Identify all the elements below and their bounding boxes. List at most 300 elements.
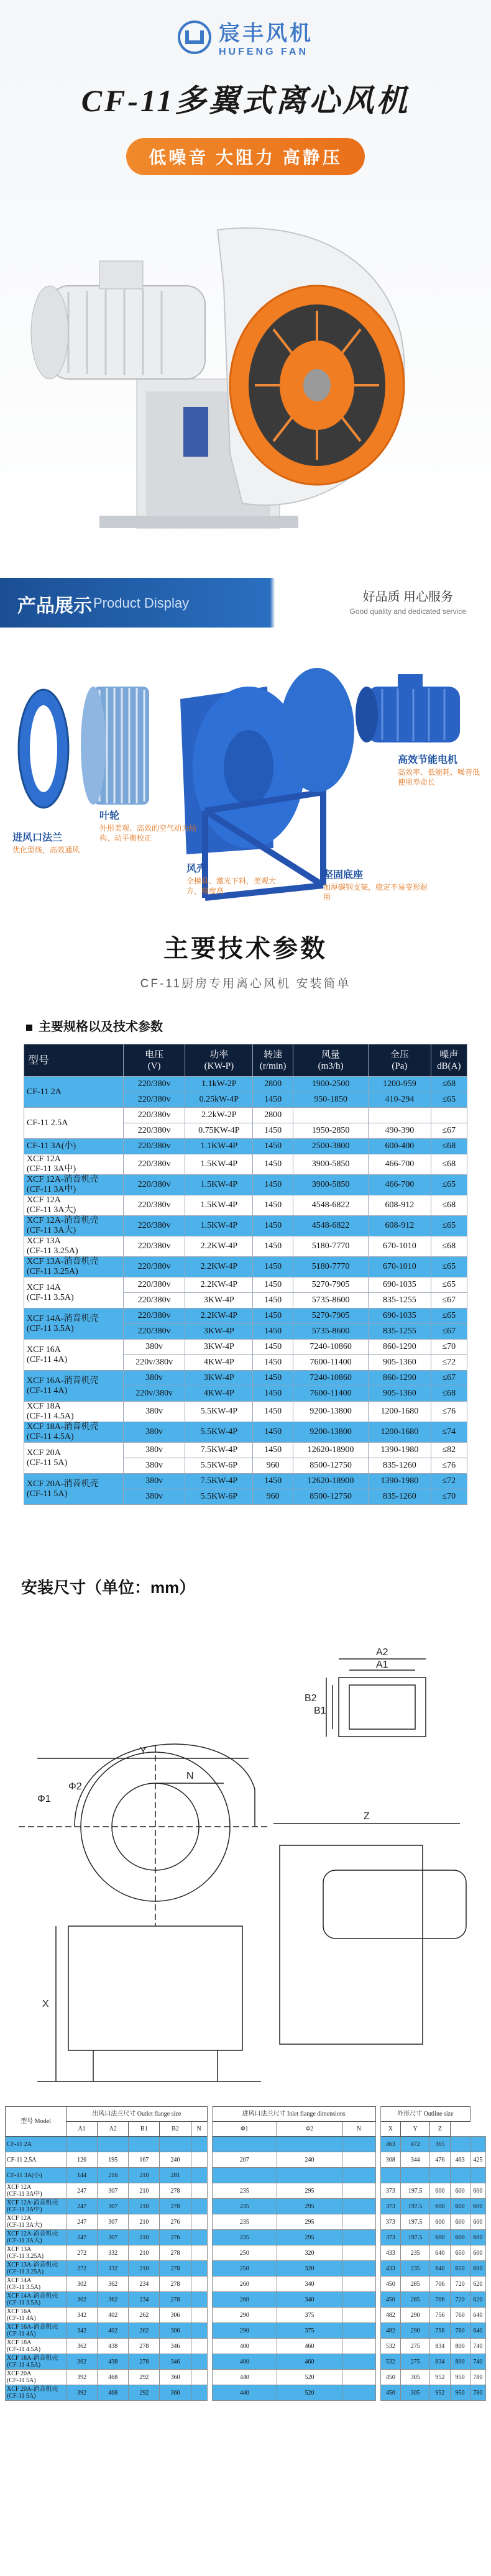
- spec-table-row: [24, 1371, 467, 1386]
- dim-cell: 468: [98, 2385, 129, 2401]
- callout-base: 坚固底座 加厚碳钢支架，稳定不易变形耐用: [323, 870, 428, 902]
- spec-cell: 1450: [253, 1443, 293, 1458]
- spec-cell: 7240-10860: [293, 1340, 368, 1355]
- spec-table-row: [24, 1309, 467, 1324]
- dim-cell: 760: [450, 2308, 470, 2323]
- spec-cell: 1450: [253, 1474, 293, 1489]
- dim-cell: 342: [67, 2308, 98, 2323]
- dim-cell: 278: [160, 2199, 191, 2214]
- spec-cell: 1450: [253, 1236, 293, 1257]
- dim-cell: 482: [380, 2308, 400, 2323]
- dim-cell: 952: [430, 2370, 450, 2385]
- spec-cell: ≤76: [431, 1402, 467, 1422]
- spec-cell: 7240-10860: [293, 1371, 368, 1386]
- spec-cell: 1.5KW-4P: [185, 1216, 253, 1236]
- dim-cell: 210: [129, 2214, 160, 2230]
- spec-cell: 220/380v: [124, 1257, 185, 1277]
- dim-cell: 197.5: [401, 2230, 430, 2245]
- dim-cell: 460: [277, 2354, 342, 2370]
- spec-heading: 主要规格以及技术参数: [26, 1016, 163, 1035]
- dim-cell: 650: [450, 2261, 470, 2277]
- spec-cell: 220/380v: [124, 1236, 185, 1257]
- dim-cell: 834: [430, 2339, 450, 2354]
- dim-cell: 207: [212, 2152, 277, 2168]
- dim-cell: [160, 2137, 191, 2152]
- spec-cell: 1450: [253, 1324, 293, 1340]
- spec-cell: 380v: [124, 1489, 185, 1505]
- spec-table-row: [24, 1216, 467, 1236]
- spec-cell: 380v: [124, 1443, 185, 1458]
- dim-cell: 235: [212, 2199, 277, 2214]
- dim-cell: 402: [98, 2323, 129, 2339]
- dim-cell: [191, 2199, 207, 2214]
- dim-cell: [342, 2152, 375, 2168]
- dim-table-row: [6, 2230, 486, 2245]
- dim-cell: 276: [160, 2230, 191, 2245]
- dim-cell: [470, 2168, 485, 2183]
- dim-cell: 295: [277, 2183, 342, 2199]
- dim-cell: 360: [160, 2370, 191, 2385]
- dim-cell: 260: [212, 2277, 277, 2292]
- label-a1: A1: [376, 1660, 388, 1670]
- dim-model-cell: XCF 12A-消音机壳 (CF-11 3A中): [6, 2199, 67, 2214]
- product-display-banner: [0, 562, 491, 637]
- spec-cell: 466-700: [369, 1154, 431, 1175]
- dim-table-row: [6, 2308, 486, 2323]
- dim-cell: 290: [401, 2323, 430, 2339]
- dim-subheader-cell: Y: [401, 2122, 430, 2137]
- dim-cell: 197.5: [401, 2183, 430, 2199]
- label-phi1: Φ1: [37, 1794, 51, 1804]
- spec-cell: 220/380v: [124, 1123, 185, 1139]
- dim-cell: 272: [67, 2261, 98, 2277]
- dim-table-row: [6, 2199, 486, 2214]
- dim-cell: [191, 2245, 207, 2261]
- dim-cell: 460: [277, 2339, 342, 2354]
- dim-cell: 342: [67, 2323, 98, 2339]
- spec-cell: [431, 1108, 467, 1123]
- spec-cell: 2800: [253, 1077, 293, 1092]
- dim-model-cell: XCF 13A (CF-11 3.25A): [6, 2245, 67, 2261]
- dimension-table: [5, 2106, 486, 2401]
- spec-cell: ≤67: [431, 1324, 467, 1340]
- dim-cell: 600: [430, 2183, 450, 2199]
- dim-cell: 950: [450, 2385, 470, 2401]
- label-y: Y: [140, 1746, 147, 1756]
- dim-cell: 320: [277, 2245, 342, 2261]
- dim-table-row: [6, 2323, 486, 2339]
- callout-impeller: 叶轮 外形美观、高效的空气动力结构、动平衡校正: [99, 811, 197, 843]
- spec-cell: 380v: [124, 1340, 185, 1355]
- dim-cell: [191, 2277, 207, 2292]
- spec-cell: ≤72: [431, 1355, 467, 1371]
- spec-table-row: [24, 1236, 467, 1257]
- dim-cell: 834: [430, 2354, 450, 2370]
- dim-cell: 295: [277, 2199, 342, 2214]
- spec-cell: 0.75KW-4P: [185, 1123, 253, 1139]
- dim-cell: 600: [430, 2199, 450, 2214]
- dim-cell: 362: [67, 2339, 98, 2354]
- spec-model-cell: XCF 12A-消音机壳 (CF-11 3A大): [24, 1216, 124, 1236]
- dim-cell: 440: [212, 2370, 277, 2385]
- dim-model-cell: CF-11 3A(小): [6, 2168, 67, 2183]
- dim-cell: [191, 2230, 207, 2245]
- label-z: Z: [364, 1811, 370, 1822]
- spec-model-cell: XCF 12A (CF-11 3A大): [24, 1195, 124, 1216]
- spec-model-cell: XCF 18A (CF-11 4.5A): [24, 1402, 124, 1422]
- install-title: 安装尺寸（单位：mm）: [21, 1578, 196, 1597]
- dim-cell: 276: [160, 2214, 191, 2230]
- dim-cell: 600: [450, 2183, 470, 2199]
- dim-cell: 234: [129, 2277, 160, 2292]
- dim-cell: 344: [401, 2152, 430, 2168]
- dim-cell: [191, 2339, 207, 2354]
- callout-inlet-flange: 进风口法兰 优化型线，高效通风: [12, 833, 80, 854]
- dim-cell: 706: [430, 2277, 450, 2292]
- spec-cell: 1450: [253, 1175, 293, 1195]
- label-a2: A2: [376, 1647, 388, 1658]
- dim-cell: [342, 2230, 375, 2245]
- spec-cell: 670-1010: [369, 1257, 431, 1277]
- spec-col-header: 功率 (KW-P): [185, 1044, 253, 1077]
- dim-table-row: [6, 2370, 486, 2385]
- label-n: N: [186, 1771, 194, 1781]
- spec-model-cell: XCF 16A-消音机壳 (CF-11 4A): [24, 1371, 124, 1402]
- dim-cell: [129, 2137, 160, 2152]
- dim-cell: [342, 2137, 375, 2152]
- dim-cell: 210: [129, 2199, 160, 2214]
- dim-cell: [342, 2308, 375, 2323]
- dim-cell: 482: [380, 2323, 400, 2339]
- spec-cell: 1450: [253, 1195, 293, 1216]
- spec-cell: 1200-1680: [369, 1402, 431, 1422]
- spec-cell: 2.2KW-4P: [185, 1257, 253, 1277]
- dim-cell: 373: [380, 2230, 400, 2245]
- spec-cell: 600-400: [369, 1139, 431, 1154]
- dim-cell: 600: [470, 2261, 485, 2277]
- spec-cell: 5.5KW-6P: [185, 1489, 253, 1505]
- dim-model-cell: XCF 13A-消音机壳 (CF-11 3.25A): [6, 2261, 67, 2277]
- dim-cell: [342, 2323, 375, 2339]
- dim-cell: 290: [212, 2308, 277, 2323]
- spec-cell: 220/380v: [124, 1324, 185, 1340]
- dim-cell: 210: [129, 2230, 160, 2245]
- dim-cell: 235: [212, 2230, 277, 2245]
- dim-cell: 346: [160, 2339, 191, 2354]
- spec-cell: 1450: [253, 1139, 293, 1154]
- spec-model-cell: XCF 14A (CF-11 3.5A): [24, 1277, 124, 1309]
- spec-model-cell: CF-11 3A(小): [24, 1139, 124, 1154]
- spec-cell: 220/380v: [124, 1154, 185, 1175]
- dim-cell: 463: [380, 2137, 400, 2152]
- spec-cell: ≤65: [431, 1216, 467, 1236]
- dim-cell: 260: [212, 2292, 277, 2308]
- dim-cell: 392: [67, 2385, 98, 2401]
- spec-cell: 1450: [253, 1386, 293, 1402]
- dim-cell: 620: [470, 2292, 485, 2308]
- spec-cell: 1450: [253, 1309, 293, 1324]
- spec-table: [24, 1044, 467, 1505]
- dim-cell: 600: [470, 2199, 485, 2214]
- spec-cell: 3KW-4P: [185, 1371, 253, 1386]
- spec-cell: 7.5KW-4P: [185, 1443, 253, 1458]
- dim-model-cell: XCF 18A-消音机壳 (CF-11 4.5A): [6, 2354, 67, 2370]
- dim-cell: 600: [430, 2214, 450, 2230]
- spec-model-cell: XCF 13A-消音机壳 (CF-11 3.25A): [24, 1257, 124, 1277]
- dim-cell: 600: [430, 2230, 450, 2245]
- dim-model-cell: XCF 12A-消音机壳 (CF-11 3A大): [6, 2230, 67, 2245]
- spec-cell: 220v/380v: [124, 1355, 185, 1371]
- dim-cell: 780: [470, 2385, 485, 2401]
- dim-cell: 144: [67, 2168, 98, 2183]
- dim-cell: [342, 2339, 375, 2354]
- dim-table-row: [6, 2339, 486, 2354]
- dim-model-cell: XCF 20A (CF-11 5A): [6, 2370, 67, 2385]
- dim-cell: 433: [380, 2261, 400, 2277]
- spec-cell: ≤68: [431, 1386, 467, 1402]
- spec-table-row: [24, 1443, 467, 1458]
- spec-cell: 1200-1680: [369, 1422, 431, 1443]
- dim-subheader-cell: A2: [98, 2122, 129, 2137]
- spec-cell: 3900-5850: [293, 1175, 368, 1195]
- exploded-view: [0, 649, 491, 910]
- dim-cell: 247: [67, 2214, 98, 2230]
- spec-cell: 220/380v: [124, 1175, 185, 1195]
- spec-cell: 220/380v: [124, 1277, 185, 1293]
- dim-table-row: [6, 2277, 486, 2292]
- label-x: X: [42, 1999, 49, 2009]
- dim-cell: [342, 2214, 375, 2230]
- dim-cell: 308: [380, 2152, 400, 2168]
- dim-cell: 373: [380, 2199, 400, 2214]
- dim-cell: 532: [380, 2339, 400, 2354]
- spec-cell: ≤68: [431, 1154, 467, 1175]
- dim-cell: 362: [67, 2354, 98, 2370]
- spec-table-header: [24, 1044, 467, 1077]
- dim-cell: 740: [470, 2339, 485, 2354]
- dim-subheader-cell: X: [380, 2122, 400, 2137]
- dim-cell: [450, 2168, 470, 2183]
- spec-cell: 1450: [253, 1371, 293, 1386]
- spec-cell: ≤65: [431, 1092, 467, 1108]
- spec-cell: 1390-1980: [369, 1474, 431, 1489]
- dim-table-row: [6, 2168, 486, 2183]
- dim-model-cell: XCF 14A-消音机壳 (CF-11 3.5A): [6, 2292, 67, 2308]
- spec-cell: 380v: [124, 1458, 185, 1474]
- spec-cell: ≤82: [431, 1443, 467, 1458]
- dim-cell: 216: [98, 2168, 129, 2183]
- motor-shape: [356, 674, 460, 742]
- dim-cell: 210: [129, 2261, 160, 2277]
- dim-cell: 332: [98, 2261, 129, 2277]
- spec-cell: 690-1035: [369, 1277, 431, 1293]
- spec-cell: 0.25kW-4P: [185, 1092, 253, 1108]
- dim-cell: 210: [129, 2183, 160, 2199]
- dim-cell: 362: [98, 2292, 129, 2308]
- spec-cell: 1450: [253, 1277, 293, 1293]
- spec-cell: ≤74: [431, 1422, 467, 1443]
- dim-cell: 438: [98, 2339, 129, 2354]
- dim-cell: [277, 2137, 342, 2152]
- spec-cell: 608-912: [369, 1216, 431, 1236]
- dim-table-row: [6, 2152, 486, 2168]
- dim-cell: 240: [160, 2152, 191, 2168]
- spec-cell: 1450: [253, 1355, 293, 1371]
- dim-cell: 290: [212, 2323, 277, 2339]
- dim-cell: 167: [129, 2152, 160, 2168]
- spec-cell: 8500-12750: [293, 1489, 368, 1505]
- spec-cell: 960: [253, 1489, 293, 1505]
- dim-cell: 438: [98, 2354, 129, 2370]
- spec-cell: 220/380v: [124, 1108, 185, 1123]
- spec-cell: 1450: [253, 1216, 293, 1236]
- dim-cell: [67, 2137, 98, 2152]
- dim-cell: [401, 2168, 430, 2183]
- dim-cell: 520: [277, 2385, 342, 2401]
- dim-cell: [191, 2214, 207, 2230]
- dim-cell: 375: [277, 2308, 342, 2323]
- label-phi2: Φ2: [68, 1781, 82, 1792]
- dim-subheader-cell: N: [191, 2122, 207, 2137]
- spec-model-cell: XCF 14A-消音机壳 (CF-11 3.5A): [24, 1309, 124, 1340]
- spec-model-cell: XCF 12A (CF-11 3A中): [24, 1154, 124, 1175]
- spec-cell: 690-1035: [369, 1309, 431, 1324]
- dim-cell: 307: [98, 2199, 129, 2214]
- spec-cell: 2.2kW-2P: [185, 1108, 253, 1123]
- dim-table-row: [6, 2183, 486, 2199]
- product-slogan: 低噪音 大阻力 高静压: [126, 138, 365, 175]
- dim-cell: [342, 2245, 375, 2261]
- brand-logo[interactable]: [0, 16, 491, 58]
- dim-cell: 532: [380, 2354, 400, 2370]
- spec-table-row: [24, 1175, 467, 1195]
- dim-subheader-cell: Φ2: [277, 2122, 342, 2137]
- spec-cell: 3KW-4P: [185, 1324, 253, 1340]
- spec-cell: 5270-7905: [293, 1309, 368, 1324]
- banner-title-cn: 产品展示: [17, 596, 92, 616]
- dim-cell: 305: [401, 2385, 430, 2401]
- spec-cell: 1.5KW-4P: [185, 1195, 253, 1216]
- spec-cell: 860-1290: [369, 1371, 431, 1386]
- spec-table-row: [24, 1257, 467, 1277]
- dim-cell: [342, 2292, 375, 2308]
- spec-col-header: 型号: [24, 1044, 124, 1077]
- dim-cell: 295: [277, 2214, 342, 2230]
- dim-cell: 292: [129, 2385, 160, 2401]
- spec-cell: 4KW-4P: [185, 1386, 253, 1402]
- spec-cell: 4KW-4P: [185, 1355, 253, 1371]
- product-title: CF-11多翼式离心风机: [81, 83, 410, 118]
- dim-subheader-cell: B2: [160, 2122, 191, 2137]
- dim-cell: 307: [98, 2214, 129, 2230]
- dim-cell: [342, 2277, 375, 2292]
- spec-cell: 1390-1980: [369, 1443, 431, 1458]
- dim-model-cell: XCF 16A-消音机壳 (CF-11 4A): [6, 2323, 67, 2339]
- dim-cell: [191, 2152, 207, 2168]
- dim-cell: 302: [67, 2292, 98, 2308]
- dim-subheader-cell: N: [342, 2122, 375, 2137]
- dim-table-row: [6, 2354, 486, 2370]
- back-plate-shape: [280, 668, 354, 792]
- dim-cell: [342, 2199, 375, 2214]
- dim-model-cell: CF-11 2A: [6, 2137, 67, 2152]
- dim-cell: 375: [277, 2323, 342, 2339]
- dim-cell: [212, 2137, 277, 2152]
- dim-cell: 346: [160, 2354, 191, 2370]
- spec-cell: 5180-7770: [293, 1257, 368, 1277]
- dim-cell: 600: [470, 2245, 485, 2261]
- dim-cell: 275: [401, 2339, 430, 2354]
- dim-cell: 281: [160, 2168, 191, 2183]
- dim-model-cell: CF-11 2.5A: [6, 2152, 67, 2168]
- dim-cell: 620: [470, 2277, 485, 2292]
- dim-cell: 235: [212, 2214, 277, 2230]
- dim-cell: [191, 2183, 207, 2199]
- callout-housing: 风壳 全模具、激光下料，美观大方，精度高: [186, 864, 277, 895]
- dim-cell: 126: [67, 2152, 98, 2168]
- dim-cell: 262: [129, 2323, 160, 2339]
- spec-cell: 220/380v: [124, 1195, 185, 1216]
- spec-model-cell: XCF 20A-消音机壳 (CF-11 5A): [24, 1474, 124, 1505]
- spec-cell: 220/380v: [124, 1216, 185, 1236]
- spec-table-row: [24, 1154, 467, 1175]
- dim-cell: 800: [450, 2339, 470, 2354]
- dim-cell: [191, 2261, 207, 2277]
- dim-cell: 600: [450, 2199, 470, 2214]
- dim-cell: 306: [160, 2323, 191, 2339]
- spec-cell: 380v: [124, 1474, 185, 1489]
- side-view-outline: [280, 1845, 423, 2044]
- dim-subheader-cell: A1: [67, 2122, 98, 2137]
- outlet-flange-outline: [339, 1678, 426, 1737]
- spec-cell: ≤65: [431, 1257, 467, 1277]
- spec-cell: 4548-6822: [293, 1216, 368, 1236]
- dim-cell: 600: [450, 2214, 470, 2230]
- dim-cell: 278: [160, 2183, 191, 2199]
- spec-cell: 1900-2500: [293, 1077, 368, 1092]
- spec-cell: 5.5KW-4P: [185, 1402, 253, 1422]
- spec-model-cell: XCF 20A (CF-11 5A): [24, 1443, 124, 1474]
- dim-cell: 600: [470, 2214, 485, 2230]
- dim-cell: 373: [380, 2214, 400, 2230]
- spec-cell: 1450: [253, 1293, 293, 1309]
- dim-cell: 302: [67, 2277, 98, 2292]
- dim-header-model: 型号 Model: [6, 2107, 67, 2137]
- dim-cell: 720: [450, 2292, 470, 2308]
- dimension-table-wrap: [5, 2106, 486, 2566]
- spec-table-row: [24, 1340, 467, 1355]
- spec-cell: 1.5KW-4P: [185, 1154, 253, 1175]
- dim-cell: 360: [160, 2385, 191, 2401]
- spec-cell: 220/380v: [124, 1092, 185, 1108]
- install-drawing: [0, 1603, 491, 2094]
- banner-service-tagline: 好品质 用心服务 Good quality and dedicated service: [349, 590, 466, 616]
- spec-model-cell: XCF 18A-消音机壳 (CF-11 4.5A): [24, 1422, 124, 1443]
- spec-cell: ≤68: [431, 1139, 467, 1154]
- dim-cell: [191, 2308, 207, 2323]
- spec-cell: ≤67: [431, 1123, 467, 1139]
- dim-cell: 600: [450, 2230, 470, 2245]
- dim-cell: 332: [98, 2245, 129, 2261]
- spec-col-header: 风量 (m3/h): [293, 1044, 368, 1077]
- spec-model-cell: XCF 12A-消音机壳 (CF-11 3A中): [24, 1175, 124, 1195]
- dim-cell: 235: [401, 2261, 430, 2277]
- spec-col-header: 电压 (V): [124, 1044, 185, 1077]
- spec-cell: ≤65: [431, 1309, 467, 1324]
- dim-cell: 650: [450, 2245, 470, 2261]
- dim-cell: 210: [129, 2245, 160, 2261]
- spec-cell: ≤70: [431, 1489, 467, 1505]
